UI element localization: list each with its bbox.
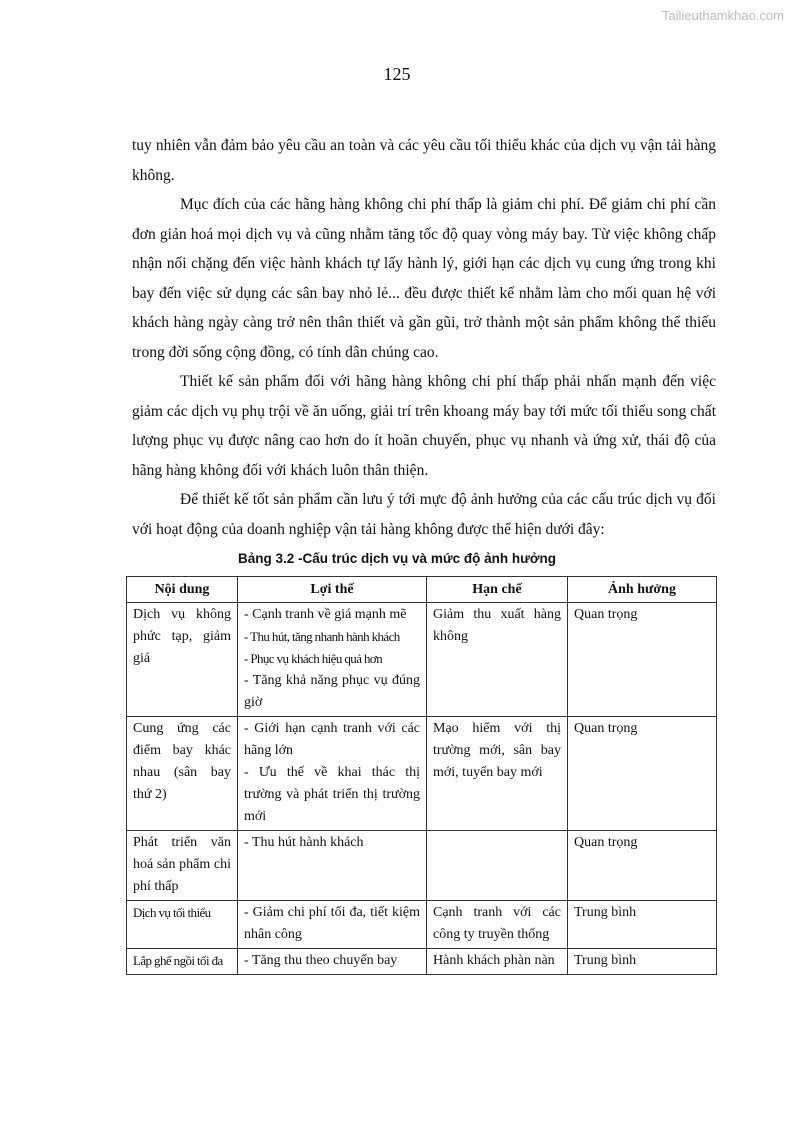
cell-content: Phát triển văn hoá sản phẩm chi phí thấp	[127, 831, 238, 901]
cell-limitations: Cạnh tranh với các công ty truyền thống	[427, 901, 568, 949]
table-row	[127, 603, 717, 717]
advantage-item: - Tăng thu theo chuyến bay	[244, 953, 398, 968]
header-advantages: Lợi thế	[238, 577, 427, 603]
header-content: Nội dung	[127, 577, 238, 603]
cell-limitations: Hành khách phàn nàn	[427, 949, 568, 975]
cell-limitations: Mạo hiểm với thị trường mới, sân bay mới, tuyến bay mới	[427, 717, 568, 831]
cell-advantages	[238, 831, 427, 901]
table-row	[127, 901, 717, 949]
advantage-item: - Thu hút, tăng nhanh hành khách	[244, 629, 400, 644]
table-row	[127, 831, 717, 901]
table-row	[127, 717, 717, 831]
table-caption: Bảng 3.2 -Cấu trúc dịch vụ và mức độ ảnh hưởng	[238, 551, 556, 566]
cell-impact: Quan trọng	[568, 831, 717, 901]
table-row	[127, 949, 717, 975]
table-header-row	[127, 577, 717, 603]
header-impact: Ảnh hưởng	[568, 577, 717, 603]
cell-limitations	[427, 831, 568, 901]
cell-impact: Trung bình	[568, 949, 717, 975]
header-limitations: Hạn chế	[427, 577, 568, 603]
page-number: 125	[383, 64, 411, 84]
cell-content: Dịch vụ tối thiểu	[127, 901, 238, 949]
watermark: Tailieuthamkhao.com	[661, 8, 784, 23]
cell-advantages	[238, 603, 427, 717]
cell-content: Lắp ghế ngồi tối đa	[127, 949, 238, 975]
cell-advantages	[238, 949, 427, 975]
advantage-item: - Cạnh tranh về giá mạnh mẽ	[244, 607, 407, 622]
advantage-item: - Ưu thế về khai thác thị trường và phát triển thị trường mới	[244, 765, 420, 824]
cell-limitations: Giảm thu xuất hàng không	[427, 603, 568, 717]
body-text	[132, 131, 716, 544]
advantage-item: - Giảm chi phí tối đa, tiết kiệm nhân công	[244, 905, 420, 942]
paragraph: Thiết kế sản phẩm đối với hãng hàng không chi phí thấp phải nhấn mạnh đến việc giảm các dịch vụ phụ trội về ăn uống, giải trí trên khoang máy bay tới mức tối thiểu song chất lượng phục vụ được nâng cao hơn do ít hoãn chuyến, phục vụ nhanh và ứng xử, thái độ của hãng hàng không đối với khách luôn thân thiện.	[132, 373, 716, 479]
advantage-item: - Thu hút hành khách	[244, 835, 364, 850]
cell-impact: Quan trọng	[568, 603, 717, 717]
paragraph: Mục đích của các hãng hàng không chi phí thấp là giảm chi phí. Để giảm chi phí cần đơn giản hoá mọi dịch vụ và cũng nhằm tăng tốc độ quay vòng máy bay. Từ việc không chấp nhận nối chặng đến việc hành khách tự lấy hành lý, giới hạn các dịch vụ cung ứng trong khi bay đến việc sử dụng các sân bay nhỏ lẻ... đều được thiết kế nhằm làm cho mối quan hệ với khách hàng ngày càng trở nên thân thiết và gần gũi, trở thành một sản phẩm không thể thiếu trong đời sống cộng đồng, có tính dân chúng cao.	[132, 196, 716, 361]
advantage-item: - Tăng khả năng phục vụ đúng giờ	[244, 673, 420, 710]
advantage-item: - Phục vụ khách hiệu quả hơn	[244, 651, 383, 666]
paragraph: tuy nhiên vẫn đảm bảo yêu cầu an toàn và các yêu cầu tối thiểu khác của dịch vụ vận tải hàng không.	[132, 137, 716, 184]
cell-impact: Trung bình	[568, 901, 717, 949]
cell-advantages	[238, 901, 427, 949]
cell-content: Dịch vụ không phức tạp, giảm giá	[127, 603, 238, 717]
cell-advantages	[238, 717, 427, 831]
advantage-item: - Giới hạn cạnh tranh với các hãng lớn	[244, 721, 420, 758]
cell-impact: Quan trọng	[568, 717, 717, 831]
cell-content: Cung ứng các điểm bay khác nhau (sân bay thứ 2)	[127, 717, 238, 831]
service-structure-table	[126, 576, 717, 975]
paragraph: Để thiết kế tốt sản phẩm cần lưu ý tới mực độ ảnh hưởng của các cấu trúc dịch vụ đối với hoạt động của doanh nghiệp vận tải hàng không được thể hiện dưới đây:	[132, 491, 716, 538]
